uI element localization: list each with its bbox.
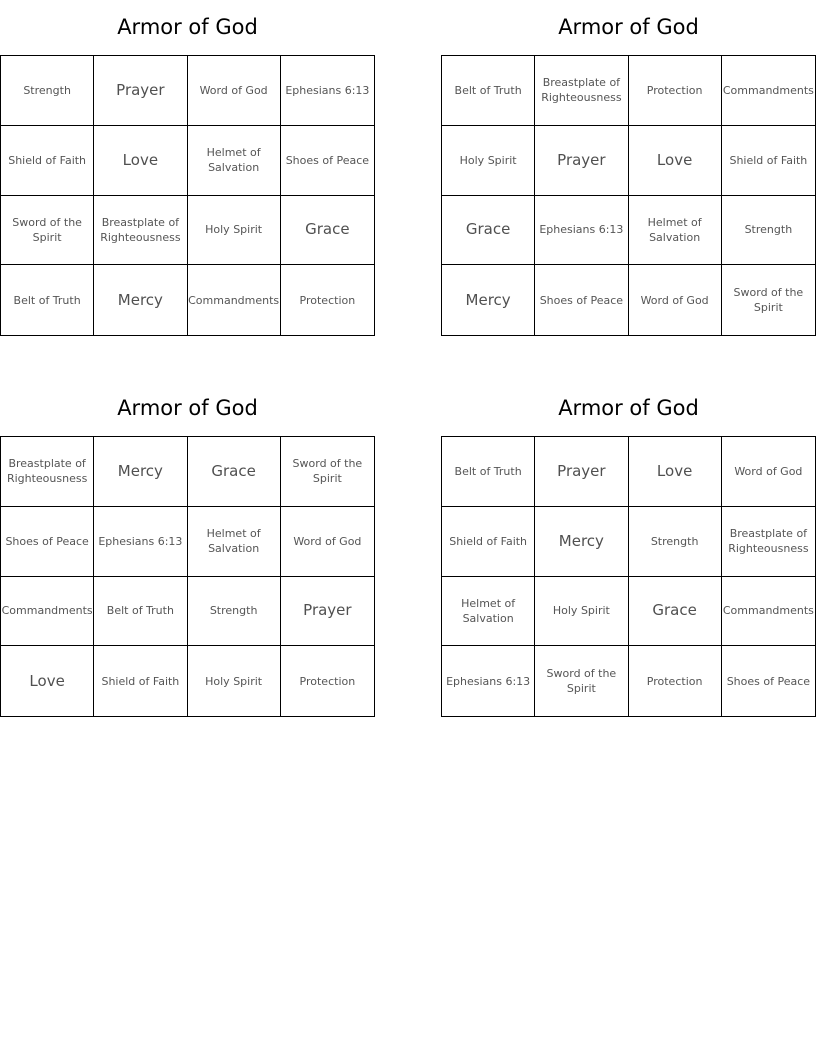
bingo-cell: Mercy [94,437,187,507]
bingo-cell: Breastplate of Righteousness [1,437,94,507]
card-title: Armor of God [558,15,699,39]
bingo-cell: Breastplate of Righteousness [722,507,815,577]
bingo-cell: Commandments [722,577,815,647]
bingo-cell: Helmet of Salvation [629,196,722,266]
bingo-cell: Shoes of Peace [1,507,94,577]
bingo-cell: Word of God [722,437,815,507]
card-title: Armor of God [558,396,699,420]
bingo-cell: Strength [629,507,722,577]
bingo-cell: Helmet of Salvation [188,126,281,196]
bingo-cell: Love [629,126,722,196]
bingo-cell: Shield of Faith [1,126,94,196]
card-title: Armor of God [117,15,258,39]
bingo-grid [0,55,375,336]
bingo-cell: Grace [188,437,281,507]
bingo-grid [441,55,816,336]
bingo-cell: Prayer [535,126,628,196]
bingo-cell: Sword of the Spirit [1,196,94,266]
bingo-cell: Protection [629,56,722,126]
bingo-cell: Love [1,646,94,716]
bingo-cell: Shield of Faith [94,646,187,716]
bingo-cell: Belt of Truth [94,577,187,647]
bingo-cell: Shoes of Peace [726,674,811,688]
bingo-cell: Ephesians 6:13 [442,646,535,716]
bingo-cell: Holy Spirit [188,646,281,716]
bingo-cell: Strength [722,196,815,266]
bingo-cell: Ephesians 6:13 [535,196,628,266]
bingo-cell: Shield of Faith [442,507,535,577]
bingo-cell: Protection [629,646,722,716]
bingo-card [0,10,375,336]
bingo-cell: Sword of the Spirit [535,646,628,716]
bingo-cell: Sword of the Spirit [281,437,374,507]
bingo-cell: Commandments [1,577,94,647]
bingo-grid [441,436,816,717]
bingo-cell: Word of God [188,56,281,126]
bingo-cell: Prayer [94,56,187,126]
bingo-cell: Mercy [94,265,187,335]
bingo-cell: Shoes of Peace [281,126,374,196]
bingo-cell: Commandments [188,265,281,335]
bingo-grid [0,436,375,717]
bingo-cell: Commandments [722,56,815,126]
bingo-cell: Belt of Truth [442,56,535,126]
bingo-cell: Grace [442,196,535,266]
bingo-cell: Strength [188,577,281,647]
bingo-cell: Protection [299,293,356,307]
card-title: Armor of God [117,396,258,420]
bingo-card [0,391,375,717]
bingo-cell: Word of God [629,265,722,335]
bingo-cell: Prayer [281,577,374,647]
bingo-cell: Holy Spirit [188,196,281,266]
bingo-cell: Word of God [281,507,374,577]
bingo-cell: Love [629,437,722,507]
bingo-cell: Holy Spirit [535,577,628,647]
bingo-cell: Mercy [442,265,535,335]
bingo-cell: Grace [629,577,722,647]
bingo-card [441,10,816,336]
bingo-cell: Ephesians 6:13 [94,507,187,577]
bingo-cell: Helmet of Salvation [188,507,281,577]
bingo-cell: Mercy [535,507,628,577]
bingo-card [441,391,816,717]
bingo-cell: Prayer [535,437,628,507]
bingo-cell: Strength [1,56,94,126]
bingo-cell: Love [94,126,187,196]
bingo-cell: Sword of the Spirit [733,286,804,315]
bingo-cell: Protection [299,674,356,688]
bingo-cell: Belt of Truth [1,265,94,335]
bingo-cell: Breastplate of Righteousness [94,196,187,266]
bingo-cell: Belt of Truth [442,437,535,507]
bingo-cell: Shoes of Peace [535,265,628,335]
bingo-cell: Breastplate of Righteousness [535,56,628,126]
bingo-cell: Grace [281,196,374,266]
bingo-cell: Ephesians 6:13 [281,56,374,126]
bingo-cell: Helmet of Salvation [442,577,535,647]
bingo-cell: Holy Spirit [442,126,535,196]
bingo-cell: Shield of Faith [722,126,815,196]
